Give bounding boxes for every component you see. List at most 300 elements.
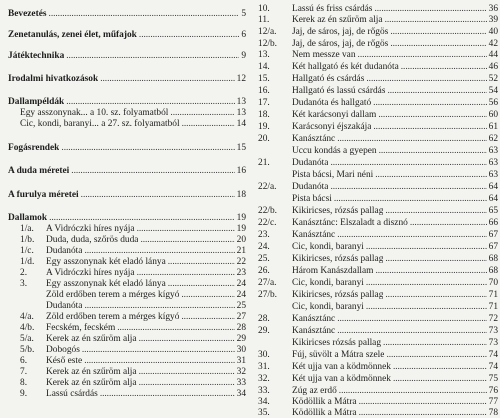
toc-entry-text: Ködöllik a Mátra xyxy=(292,408,357,418)
leader-dots xyxy=(385,290,486,300)
leader-dots xyxy=(100,389,235,399)
toc-entry-number: 25. xyxy=(258,254,270,264)
leader-dots xyxy=(66,97,234,107)
toc-entry-title xyxy=(20,334,137,344)
toc-entry xyxy=(20,246,246,256)
toc-entry-text: Duda, duda, szőrös duda xyxy=(46,235,139,245)
toc-entry-text: Fúj, süvölt a Mátra szele xyxy=(292,350,385,360)
leader-dots xyxy=(359,397,487,407)
toc-entry-page-number: 20 xyxy=(236,235,246,245)
toc-entry-title xyxy=(258,194,332,204)
leader-dots xyxy=(337,314,486,324)
leader-dots xyxy=(140,235,234,245)
toc-entry xyxy=(258,50,498,60)
toc-entry-page-number: 28 xyxy=(236,323,246,333)
toc-entry-number: 8. xyxy=(20,378,28,388)
toc-entry xyxy=(20,235,246,245)
toc-entry-number: 29. xyxy=(258,326,270,336)
toc-entry-number: 21. xyxy=(258,158,270,168)
toc-entry-number: 27/b. xyxy=(258,290,278,300)
toc-entry-title xyxy=(258,39,388,49)
toc-entry-page-number: 22 xyxy=(236,257,246,267)
toc-entry-title xyxy=(258,86,385,96)
toc-entry-title xyxy=(258,4,372,14)
toc-entry-page-number: 18 xyxy=(236,190,246,200)
toc-entry-number: 12/a. xyxy=(258,27,277,37)
toc-entry-title xyxy=(258,146,377,156)
leader-dots xyxy=(84,246,234,256)
leader-dots xyxy=(49,213,235,223)
toc-entry xyxy=(258,134,498,144)
toc-entry xyxy=(258,74,498,84)
toc-entry-title xyxy=(258,98,371,108)
toc-entry xyxy=(258,374,498,384)
toc-entry-title xyxy=(258,218,408,228)
toc-entry xyxy=(8,30,246,40)
leader-dots xyxy=(386,350,486,360)
leader-dots xyxy=(337,326,486,336)
toc-entry xyxy=(258,254,498,264)
toc-entry-number: 3. xyxy=(20,279,28,289)
toc-entry-page-number: 23 xyxy=(236,268,246,278)
toc-entry-page-number: 6 xyxy=(241,30,246,40)
toc-entry xyxy=(258,314,498,324)
toc-entry-title xyxy=(20,279,166,289)
leader-dots xyxy=(366,242,487,252)
toc-entry-number: 20. xyxy=(258,134,270,144)
toc-entry-page-number: 21 xyxy=(236,246,246,256)
toc-entry-number: 19. xyxy=(258,122,270,132)
toc-entry-number: 4/b. xyxy=(20,323,35,333)
toc-entry-title: Zenetanulás, zenei élet, műfajok xyxy=(8,30,137,40)
toc-entry-page-number: 46 xyxy=(488,62,498,72)
toc-entry-title xyxy=(258,266,373,276)
toc-entry-page-number: 63 xyxy=(488,170,498,180)
toc-entry-title xyxy=(258,362,391,372)
toc-entry xyxy=(258,194,498,204)
toc-entry-text: Dudanóta xyxy=(46,246,83,256)
toc-entry-text: Kanásztánc xyxy=(292,134,336,144)
leader-dots xyxy=(82,345,235,355)
toc-entry-page-number: 36 xyxy=(488,4,498,14)
toc-entry-page-number: 25 xyxy=(236,301,246,311)
toc-entry-number: 1/b. xyxy=(20,235,35,245)
leader-dots xyxy=(49,9,240,19)
toc-entry-text: Dobogós xyxy=(46,345,80,355)
toc-entry xyxy=(258,146,498,156)
leader-dots xyxy=(393,362,487,372)
toc-entry xyxy=(20,367,246,377)
leader-dots xyxy=(139,367,235,377)
toc-entry-title xyxy=(258,27,388,37)
toc-entry-text: Kanásztánc xyxy=(292,326,336,336)
leader-dots xyxy=(390,27,486,37)
toc-entry xyxy=(20,389,246,399)
toc-entry xyxy=(20,290,246,300)
toc-entry-number: 33. xyxy=(258,386,270,396)
toc-entry-page-number: 74 xyxy=(488,350,498,360)
toc-entry xyxy=(8,51,246,61)
leader-dots xyxy=(137,224,235,234)
toc-entry-title xyxy=(258,302,364,312)
toc-entry xyxy=(258,182,498,192)
toc-entry-number: 22/a. xyxy=(258,182,277,192)
toc-entry-page-number: 34 xyxy=(236,389,246,399)
toc-entry-title xyxy=(258,15,383,25)
toc-entry-number: 11. xyxy=(258,15,270,25)
toc-entry-page-number: 16 xyxy=(236,166,246,176)
toc-entry-text: Egy asszonynak két eladó lánya xyxy=(46,279,166,289)
toc-entry-title xyxy=(258,230,335,240)
leader-dots xyxy=(358,50,487,60)
toc-entry-text: Lassú csárdás xyxy=(46,389,98,399)
toc-entry-title xyxy=(20,345,80,355)
toc-entry-number: 16. xyxy=(258,86,270,96)
toc-entry-page-number: 39 xyxy=(488,15,498,25)
leader-dots xyxy=(334,194,487,204)
toc-entry-text: Uccu kondás a gyepen xyxy=(292,146,377,156)
toc-entry-text: Nem messze van xyxy=(292,50,356,60)
leader-dots xyxy=(61,143,234,153)
leader-dots xyxy=(139,334,235,344)
toc-entry-number: 7. xyxy=(20,367,28,377)
leader-dots xyxy=(385,254,486,264)
toc-entry-page-number: 40 xyxy=(488,27,498,37)
toc-entry-number: 22/b. xyxy=(258,206,278,216)
toc-entry-title xyxy=(258,326,335,336)
toc-entry-page-number: 31 xyxy=(236,356,246,366)
toc-entry-text: Pista bácsi xyxy=(292,194,332,204)
toc-entry-number: 1/c. xyxy=(20,246,34,256)
toc-entry xyxy=(20,334,246,344)
toc-entry-page-number: 65 xyxy=(488,206,498,216)
toc-entry xyxy=(8,166,246,176)
toc-entry-title xyxy=(20,367,137,377)
toc-left-column xyxy=(0,0,250,414)
toc-entry-text: Zöld erdőben terem a mérges kígyó xyxy=(46,290,180,300)
toc-entry-page-number: 78 xyxy=(488,408,498,418)
leader-dots xyxy=(379,146,487,156)
toc-entry-number: 15. xyxy=(258,74,270,84)
toc-entry-page-number: 71 xyxy=(488,290,498,300)
toc-entry-text: Cic, kondi, baranyi xyxy=(292,278,364,288)
toc-entry-text: Fecském, fecském xyxy=(46,323,116,333)
toc-entry xyxy=(258,242,498,252)
toc-entry-text: Jaj, de sáros, jaj, de rőgös xyxy=(292,27,389,37)
toc-entry-text: Kanásztánc xyxy=(292,230,336,240)
toc-entry-title xyxy=(20,290,179,300)
toc-entry-text: Jaj, de sáros, jaj, de rőgös xyxy=(292,39,389,49)
toc-entry-number: 9. xyxy=(20,389,28,399)
toc-entry-page-number: 42 xyxy=(488,39,498,49)
toc-entry-text: Három Kanászdallam xyxy=(292,266,374,276)
toc-entry-title xyxy=(20,312,179,322)
toc-entry xyxy=(20,257,246,267)
leader-dots xyxy=(383,338,487,348)
toc-entry xyxy=(258,266,498,276)
toc-entry-number: 22/c. xyxy=(258,218,277,228)
toc-entry xyxy=(20,323,246,333)
toc-entry-page-number: 44 xyxy=(488,50,498,60)
toc-entry xyxy=(258,278,498,288)
toc-entry-page-number: 24 xyxy=(236,279,246,289)
toc-entry xyxy=(20,268,246,278)
toc-entry-number: 18. xyxy=(258,110,270,120)
toc-entry xyxy=(258,39,498,49)
leader-dots xyxy=(366,74,486,84)
leader-dots xyxy=(168,279,235,289)
toc-entry-title xyxy=(20,224,135,234)
toc-entry-title xyxy=(20,301,82,311)
toc-entry-title xyxy=(20,356,82,366)
toc-entry-title: A furulya méretei xyxy=(8,190,79,200)
toc-entry xyxy=(20,108,246,118)
toc-entry-number: 27/a. xyxy=(258,278,277,288)
leader-dots xyxy=(84,356,234,366)
toc-entry-text: Ködöllik a Mátra xyxy=(292,397,357,407)
toc-entry-page-number: 62 xyxy=(488,134,498,144)
toc-entry-title xyxy=(20,378,137,388)
toc-entry-page-number: 77 xyxy=(488,397,498,407)
toc-entry xyxy=(258,230,498,240)
leader-dots xyxy=(378,110,486,120)
toc-entry xyxy=(258,218,498,228)
toc-entry-text: Késő este xyxy=(46,356,83,366)
leader-dots xyxy=(366,302,487,312)
leader-dots xyxy=(339,386,487,396)
toc-entry-title xyxy=(258,408,357,418)
toc-entry-page-number: 29 xyxy=(236,334,246,344)
toc-entry-page-number: 60 xyxy=(488,110,498,120)
toc-entry-title: Dallamok xyxy=(8,213,48,223)
toc-entry-text: Hallgató és csárdás xyxy=(292,74,365,84)
toc-entry-page-number: 30 xyxy=(236,345,246,355)
toc-entry-page-number: 63 xyxy=(488,158,498,168)
toc-entry xyxy=(8,143,246,153)
toc-entry-page-number: 5 xyxy=(241,9,246,19)
leader-dots xyxy=(81,190,235,200)
toc-entry-title xyxy=(258,134,335,144)
toc-entry-title xyxy=(258,350,384,360)
toc-entry-page-number: 61 xyxy=(488,122,498,132)
toc-entry-text: Két karácsonyi dallam xyxy=(292,110,377,120)
toc-entry xyxy=(20,119,246,129)
toc-entry-number: 2. xyxy=(20,268,28,278)
toc-entry-number: 4/a. xyxy=(20,312,34,322)
toc-entry-text: Dudanóta xyxy=(292,182,329,192)
leader-dots xyxy=(117,323,234,333)
toc-entry-page-number: 56 xyxy=(488,98,498,108)
toc-entry-number: 23. xyxy=(258,230,270,240)
toc-entry-text: Zúg az erdő xyxy=(292,386,337,396)
leader-dots xyxy=(66,51,239,61)
toc-entry-page-number: 9 xyxy=(241,51,246,61)
toc-entry-text: Kerek az én szűröm alja xyxy=(46,378,137,388)
toc-entry-number: 6. xyxy=(20,356,28,366)
leader-dots xyxy=(170,108,234,118)
toc-entry-title: Cic, kondi, baranyi... a 27. sz. folyamatból xyxy=(20,119,180,129)
toc-entry-title xyxy=(258,386,337,396)
toc-entry-number: 30. xyxy=(258,350,270,360)
toc-entry-text: A Vidróczki híres nyája xyxy=(46,268,135,278)
leader-dots xyxy=(374,4,486,14)
toc-entry-text: Lassú és friss csárdás xyxy=(292,4,373,14)
toc-entry-page-number: 75 xyxy=(488,374,498,384)
toc-entry-text: Kerek az én szűröm alja xyxy=(46,367,137,377)
toc-entry-text: Két ujja van a ködmönnek xyxy=(292,362,391,372)
toc-entry-number: 26. xyxy=(258,266,270,276)
toc-entry-number: 32. xyxy=(258,374,270,384)
leader-dots xyxy=(390,39,486,49)
leader-dots xyxy=(182,119,235,129)
toc-entry-page-number: 66 xyxy=(488,218,498,228)
toc-entry xyxy=(20,301,246,311)
leader-dots xyxy=(359,408,487,418)
toc-entry-title xyxy=(20,257,166,267)
toc-entry-text: Kikiricses, rózsás pallag xyxy=(292,206,384,216)
toc-entry-title: Játéktechnika xyxy=(8,51,65,61)
toc-entry-text: Kikiricses, rózsás pallag xyxy=(292,254,384,264)
toc-entry xyxy=(8,213,246,223)
toc-entry-number: 17. xyxy=(258,98,270,108)
toc-entry-title xyxy=(258,397,357,407)
toc-entry-text: Kerek az én szűröm alja xyxy=(292,15,383,25)
toc-entry xyxy=(8,74,246,84)
toc-entry-title xyxy=(258,182,328,192)
toc-entry-page-number: 67 xyxy=(488,230,498,240)
toc-entry-title xyxy=(258,314,335,324)
toc-entry xyxy=(258,386,498,396)
toc-entry-text: Kikiricses, rózsás pallag xyxy=(292,290,384,300)
toc-entry-page-number: 13 xyxy=(236,97,246,107)
toc-entry-number: 24. xyxy=(258,242,270,252)
toc-entry-number: 13. xyxy=(258,50,270,60)
leader-dots xyxy=(410,218,487,228)
toc-entry-number: 5/b. xyxy=(20,345,35,355)
toc-entry-text: Dudanóta és hallgató xyxy=(292,98,372,108)
toc-entry-text: Kanásztánc xyxy=(292,314,336,324)
toc-entry xyxy=(20,378,246,388)
toc-entry-title xyxy=(20,246,82,256)
toc-entry xyxy=(258,362,498,372)
toc-entry xyxy=(258,338,498,348)
leader-dots xyxy=(100,74,234,84)
toc-entry-page-number: 73 xyxy=(488,326,498,336)
leader-dots xyxy=(330,158,486,168)
toc-entry xyxy=(258,206,498,216)
toc-entry-title xyxy=(20,235,138,245)
toc-entry xyxy=(20,279,246,289)
toc-entry-title xyxy=(20,268,135,278)
toc-entry-title xyxy=(258,290,383,300)
toc-entry-title xyxy=(258,110,376,120)
toc-entry xyxy=(258,350,498,360)
toc-entry xyxy=(258,62,498,72)
toc-entry-title: Dallampéldák xyxy=(8,97,65,107)
leader-dots xyxy=(385,206,486,216)
toc-entry xyxy=(258,397,498,407)
toc-entry xyxy=(20,312,246,322)
toc-entry xyxy=(8,190,246,200)
leader-dots xyxy=(337,230,486,240)
leader-dots xyxy=(137,268,235,278)
toc-entry xyxy=(20,345,246,355)
toc-entry-text: Hallgató és lassú csárdás xyxy=(292,86,386,96)
toc-entry-text: Dudanóta xyxy=(46,301,83,311)
toc-entry xyxy=(8,9,246,19)
toc-entry-title xyxy=(258,122,371,132)
toc-entry-text: Két ujja van a ködmönnek xyxy=(292,374,391,384)
toc-entry-text: Dudanóta xyxy=(292,158,329,168)
toc-entry-page-number: 24 xyxy=(236,290,246,300)
toc-entry-text: Két hallgató és két dudanóta xyxy=(292,62,399,72)
toc-entry-page-number: 64 xyxy=(488,194,498,204)
toc-entry-title: Fogásrendek xyxy=(8,143,60,153)
toc-entry-page-number: 71 xyxy=(488,302,498,312)
toc-entry-title: A duda méretei xyxy=(8,166,70,176)
toc-entry-page-number: 67 xyxy=(488,242,498,252)
toc-entry-title xyxy=(258,206,383,216)
toc-entry-page-number: 74 xyxy=(488,362,498,372)
toc-entry-number: 28. xyxy=(258,314,270,324)
toc-entry-page-number: 68 xyxy=(488,266,498,276)
toc-entry-page-number: 27 xyxy=(236,312,246,322)
toc-entry xyxy=(20,224,246,234)
toc-entry-page-number: 19 xyxy=(236,213,246,223)
toc-entry xyxy=(258,15,498,25)
toc-entry xyxy=(258,98,498,108)
toc-entry-title xyxy=(258,338,381,348)
toc-entry xyxy=(258,170,498,180)
toc-entry xyxy=(258,110,498,120)
toc-entry-text: Kerek az én szűröm alja xyxy=(46,334,137,344)
toc-entry-title xyxy=(258,254,383,264)
toc-entry-number: 31. xyxy=(258,362,270,372)
toc-entry-text: Kanásztánc: Elszaladt a disznó xyxy=(292,218,408,228)
leader-dots xyxy=(181,290,234,300)
toc-entry xyxy=(258,408,498,418)
toc-entry-text: Karácsonyi éjszakája xyxy=(292,122,372,132)
toc-entry-number: 1/a. xyxy=(20,224,34,234)
leader-dots xyxy=(84,301,234,311)
toc-entry-number: 12/b. xyxy=(258,39,278,49)
toc-entry-page-number: 52 xyxy=(488,74,498,84)
toc-entry-page-number: 13 xyxy=(236,108,246,118)
leader-dots xyxy=(139,30,239,40)
toc-entry-text: A Vidróczki híres nyája xyxy=(46,224,135,234)
leader-dots xyxy=(375,170,486,180)
toc-entry-page-number: 76 xyxy=(488,386,498,396)
toc-entry-title: Egy asszonynak... a 10. sz. folyamatból xyxy=(20,108,169,118)
toc-entry-text: Cic, kondi, baranyi xyxy=(292,242,364,252)
leader-dots xyxy=(337,134,486,144)
leader-dots xyxy=(373,98,486,108)
leader-dots xyxy=(181,312,234,322)
leader-dots xyxy=(366,278,487,288)
toc-entry-page-number: 72 xyxy=(488,314,498,324)
toc-entry xyxy=(258,4,498,14)
toc-entry-page-number: 54 xyxy=(488,86,498,96)
toc-entry-number: 14. xyxy=(258,62,270,72)
leader-dots xyxy=(168,257,235,267)
toc-entry-page-number: 64 xyxy=(488,182,498,192)
toc-entry-page-number: 14 xyxy=(236,119,246,129)
toc-entry-title xyxy=(258,170,373,180)
toc-entry xyxy=(258,122,498,132)
toc-entry-text: Zöld erdőben terem a mérges kígyó xyxy=(46,312,180,322)
toc-entry-text: Cic, kondi, baranyi xyxy=(292,302,364,312)
toc-entry-text: Egy asszonynak két eladó lánya xyxy=(46,257,166,267)
